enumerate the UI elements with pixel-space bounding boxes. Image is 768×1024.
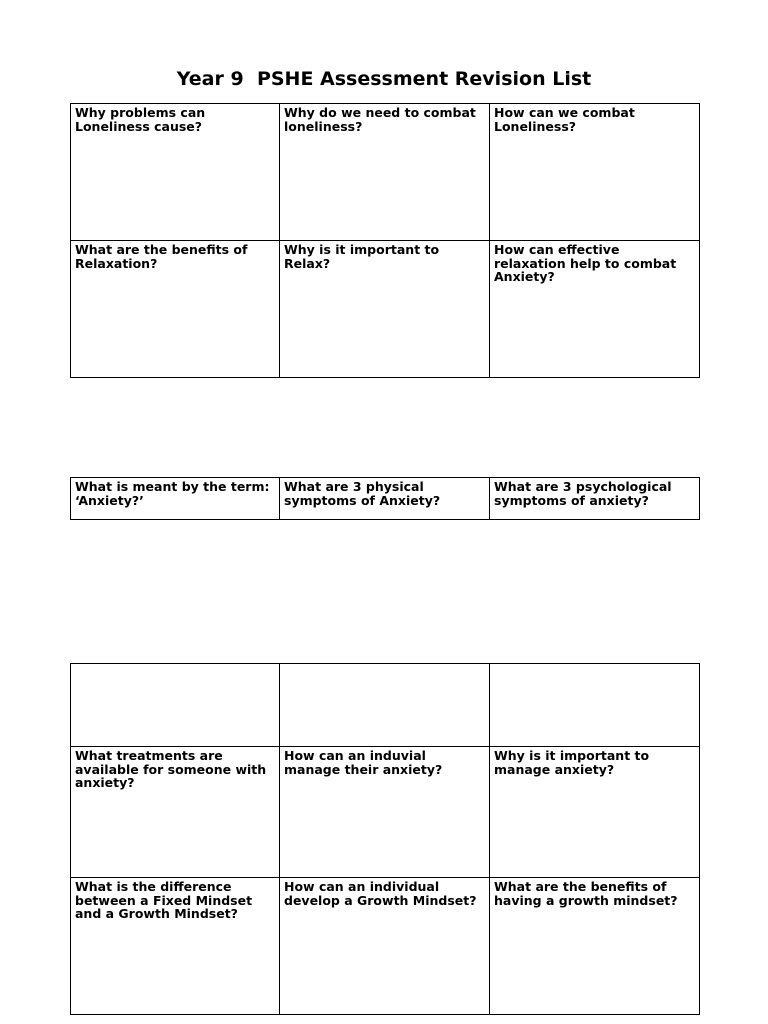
question-cell xyxy=(280,878,490,1015)
question-cell xyxy=(71,241,280,378)
question-text: What are 3 physical symptoms of Anxiety? xyxy=(284,479,441,508)
question-text: How can we combat Loneliness? xyxy=(494,105,635,134)
revision-table-anxiety-mindset xyxy=(70,663,700,1015)
question-cell xyxy=(490,478,700,520)
question-cell xyxy=(490,241,700,378)
question-cell xyxy=(71,104,280,241)
table-row xyxy=(71,878,700,1015)
question-cell xyxy=(490,104,700,241)
question-cell xyxy=(71,747,280,878)
question-text xyxy=(494,664,695,666)
question-cell xyxy=(71,478,280,520)
question-text: What are 3 psychological symptoms of anxiety? xyxy=(494,479,672,508)
question-cell xyxy=(280,241,490,378)
question-cell xyxy=(490,878,700,1015)
question-cell xyxy=(280,747,490,878)
revision-table-loneliness-relaxation xyxy=(70,103,700,378)
question-text xyxy=(284,664,485,666)
question-text: Why do we need to combat loneliness? xyxy=(284,105,476,134)
table-row xyxy=(71,104,700,241)
question-text: What are the benefits of having a growth mindset? xyxy=(494,879,678,908)
empty-cell xyxy=(490,664,700,747)
question-text: Why is it important to manage anxiety? xyxy=(494,748,650,777)
question-text: What are the benefits of Relaxation? xyxy=(75,242,248,271)
question-cell xyxy=(71,878,280,1015)
revision-table-anxiety-symptoms xyxy=(70,477,700,520)
question-text: What is the difference between a Fixed Mindset and a Growth Mindset? xyxy=(75,879,253,921)
table-row xyxy=(71,747,700,878)
question-text: What is meant by the term: ‘Anxiety?’ xyxy=(75,479,270,508)
question-text: How can effective relaxation help to combat Anxiety? xyxy=(494,242,677,284)
table-row xyxy=(71,241,700,378)
page-title: Year 9 PSHE Assessment Revision List xyxy=(176,68,592,90)
question-cell xyxy=(280,478,490,520)
empty-cell xyxy=(280,664,490,747)
question-text: What treatments are available for someone with anxiety? xyxy=(75,748,267,790)
question-cell xyxy=(280,104,490,241)
table-row xyxy=(71,478,700,520)
question-text: How can an induvial manage their anxiety? xyxy=(284,748,443,777)
question-text xyxy=(75,664,275,666)
question-text: Why is it important to Relax? xyxy=(284,242,440,271)
question-text: Why problems can Loneliness cause? xyxy=(75,105,206,134)
empty-cell xyxy=(71,664,280,747)
question-text: How can an individual develop a Growth Mindset? xyxy=(284,879,477,908)
question-cell xyxy=(490,747,700,878)
table-row-empty xyxy=(71,664,700,747)
